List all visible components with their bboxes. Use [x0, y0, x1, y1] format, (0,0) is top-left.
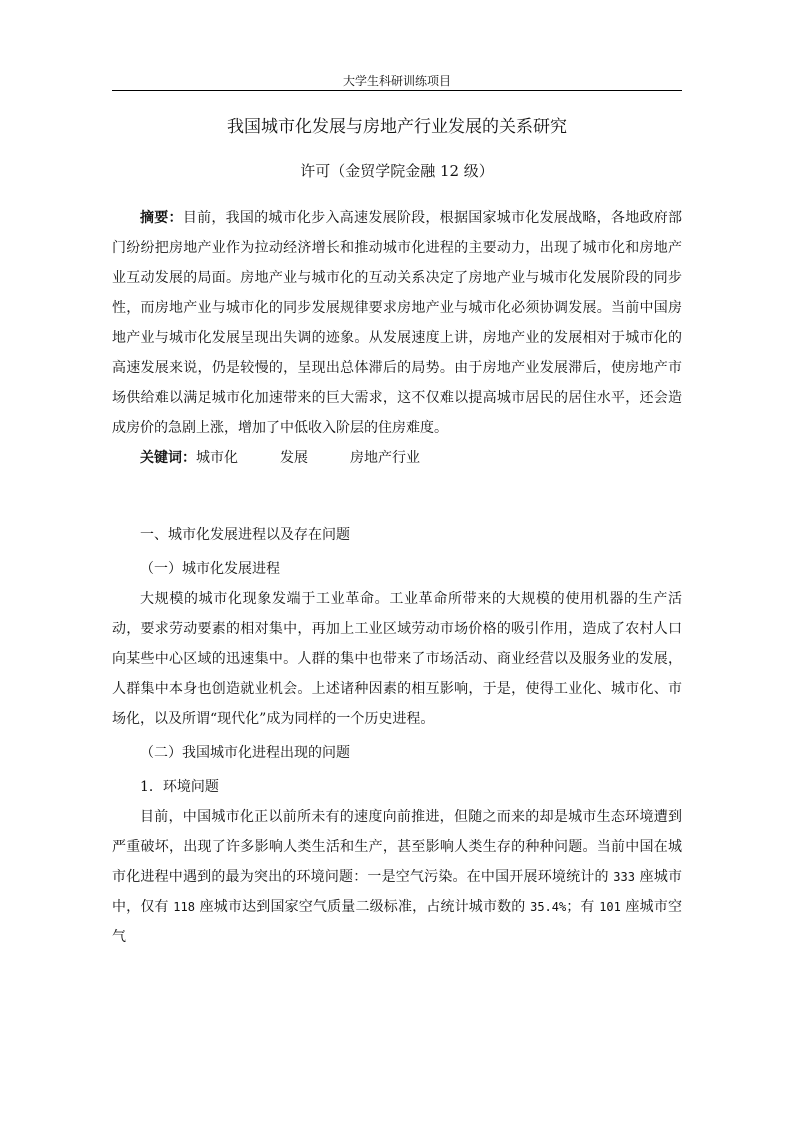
subsection-heading: （二）我国城市化进程出现的问题 [140, 745, 350, 761]
subsection-heading: （一）城市化发展进程 [140, 561, 280, 577]
keywords-label: 关键词： [140, 450, 196, 466]
keywords-line [112, 443, 682, 473]
header-rule [112, 90, 682, 91]
author-line: 许可（金贸学院金融 12 级） [300, 162, 494, 180]
statistic-number: 118 [173, 900, 195, 914]
body-paragraph: 大规模的城市化现象发端于工业革命。工业革命所带来的大规模的使用机器的生产活动，要求劳动要素的相对集中，再加上工业区域劳动市场价格的吸引作用，造成了农村人口向某些中心区域的迅速集中。人群的集中也带来了市场活动、商业经营以及服务业的发展，人群集中本身也创造就业机会。上述诸种因素的相互影响，于是，使得工业化、城市化、市场化，以及所谓“现代化”成为同样的一个历史进程。 [112, 591, 682, 727]
abstract-paragraph [112, 203, 682, 443]
item-heading: 1．环境问题 [140, 779, 219, 795]
section-heading: 一、城市化发展进程以及存在问题 [140, 527, 350, 543]
keyword-item: 城市化 [196, 450, 238, 466]
keyword-item: 房地产行业 [350, 450, 420, 466]
statistic-number: 35.4% [530, 900, 567, 914]
running-header: 大学生科研训练项目 [342, 74, 451, 88]
statistic-number: 333 [613, 870, 635, 884]
paragraph-text: 座城市中，仅有 [112, 869, 683, 915]
statistic-number: 101 [599, 900, 621, 914]
paragraph-text: ；有 [566, 899, 600, 915]
paragraph-text: 座城市达到国家空气质量二级标准，占统计城市数的 [194, 899, 531, 915]
body-paragraph [112, 802, 682, 952]
abstract-label: 摘要： [140, 210, 183, 226]
paragraph-text: 目前，中国城市化正以前所未有的速度向前推进，但随之而来的却是城市生态环境遭到严重破坏，出现了许多影响人类生活和生产，甚至影响人类生存的种种问题。当前中国在城市化进程中遇到的最为突出的环境问题：一是空气污染。在中国开展环境统计的 [112, 809, 682, 885]
abstract-text: 目前，我国的城市化步入高速发展阶段，根据国家城市化发展战略，各地政府部门纷纷把房地产业作为拉动经济增长和推动城市化进程的主要动力，出现了城市化和房地产业互动发展的局面。房地产业与城市化的互动关系决定了房地产业与城市化发展阶段的同步性，而房地产业与城市化的同步发展规律要求房地产业与城市化必须协调发展。当前中国房地产业与城市化发展呈现出失调的迹象。从发展速度上讲，房地产业的发展相对于城市化的高速发展来说，仍是较慢的，呈现出总体滞后的局势。由于房地产业发展滞后，使房地产市场供给难以满足城市化加速带来的巨大需求，这不仅难以提高城市居民的居住水平，还会造成房价的急剧上涨，增加了中低收入阶层的住房难度。 [112, 210, 682, 436]
keyword-item: 发展 [280, 450, 308, 466]
document-body [112, 113, 682, 952]
document-title: 我国城市化发展与房地产行业发展的关系研究 [227, 117, 567, 137]
paragraph-text: 座城市空气 [112, 899, 683, 945]
